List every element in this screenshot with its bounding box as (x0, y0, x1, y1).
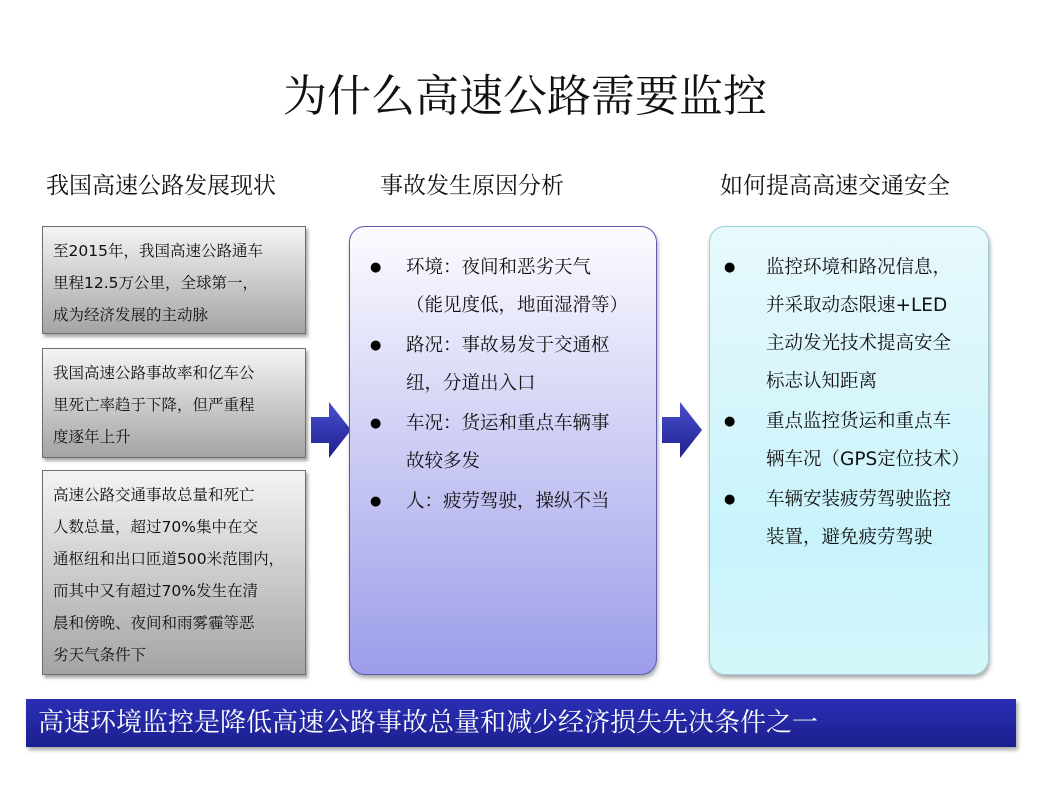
text-line: 晨和傍晚、夜间和雨雾霾等恶 (53, 614, 255, 632)
bullet-icon: ● (724, 492, 736, 507)
heading-development-status: 我国高速公路发展现状 (46, 173, 276, 199)
text-line: 而其中又有超过70%发生在清 (53, 582, 258, 600)
text-line: 度逐年上升 (53, 428, 131, 446)
solution-item-vehicle-tracking (724, 403, 982, 479)
cause-analysis-box (349, 226, 657, 675)
text-line: 并采取动态限速+LED (766, 295, 948, 316)
text-line: 故较多发 (406, 451, 481, 472)
slide-title: 为什么高速公路需要监控 (283, 71, 767, 122)
text-line: 车况：货运和重点车辆事 (406, 413, 610, 434)
cause-item-vehicle (370, 405, 642, 481)
text-line: 我国高速公路事故率和亿车公 (53, 364, 255, 382)
text-line: 里程12.5万公里，全球第一， (53, 274, 259, 292)
status-box-accident-rate (42, 348, 306, 458)
solution-item-fatigue-monitor (724, 481, 982, 557)
bullet-icon: ● (724, 260, 736, 275)
text-line: 里死亡率趋于下降，但严重程 (53, 396, 255, 414)
bullet-icon: ● (724, 414, 736, 429)
solution-item-monitoring (724, 249, 982, 401)
conclusion-banner: 高速环境监控是降低高速公路事故总量和减少经济损失先决条件之一 (26, 699, 1016, 747)
text-line: 高速公路交通事故总量和死亡 (53, 486, 255, 504)
cause-item-road (370, 327, 642, 403)
text-line: 标志认知距离 (766, 371, 878, 392)
text-line: 监控环境和路况信息， (766, 257, 952, 278)
text-line: 人：疲劳驾驶，操纵不当 (406, 491, 610, 512)
text-line: 主动发光技术提高安全 (766, 333, 952, 354)
safety-solutions-box (709, 226, 989, 675)
cause-item-driver (370, 483, 642, 521)
text-line: 重点监控货运和重点车 (766, 411, 952, 432)
text-line: 装置，避免疲劳驾驶 (766, 527, 933, 548)
text-line: 劣天气条件下 (53, 646, 147, 664)
status-box-mileage (42, 226, 306, 334)
status-box-accident-distribution (42, 470, 306, 675)
text-line: 环境：夜间和恶劣天气 (406, 257, 592, 278)
text-line: 辆车况（GPS定位技术） (766, 449, 970, 470)
text-line: 通枢纽和出口匝道500米范围内， (53, 550, 285, 568)
cause-item-environment (370, 249, 642, 325)
text-line: 车辆安装疲劳驾驶监控 (766, 489, 952, 510)
heading-improve-safety: 如何提高高速交通安全 (720, 173, 950, 199)
text-line: （能见度低，地面湿滑等） (406, 295, 629, 316)
arrow-right-icon (311, 402, 351, 458)
text-line: 路况：事故易发于交通枢 (406, 335, 610, 356)
text-line: 纽，分道出入口 (406, 373, 536, 394)
text-line: 成为经济发展的主动脉 (53, 306, 209, 324)
arrow-right-icon (662, 402, 702, 458)
text-line: 人数总量，超过70%集中在交 (53, 518, 258, 536)
text-line: 至2015年，我国高速公路通车 (53, 242, 263, 260)
bullet-icon: ● (370, 338, 382, 353)
bullet-icon: ● (370, 260, 382, 275)
bullet-icon: ● (370, 416, 382, 431)
heading-cause-analysis: 事故发生原因分析 (380, 173, 564, 199)
bullet-icon: ● (370, 494, 382, 509)
